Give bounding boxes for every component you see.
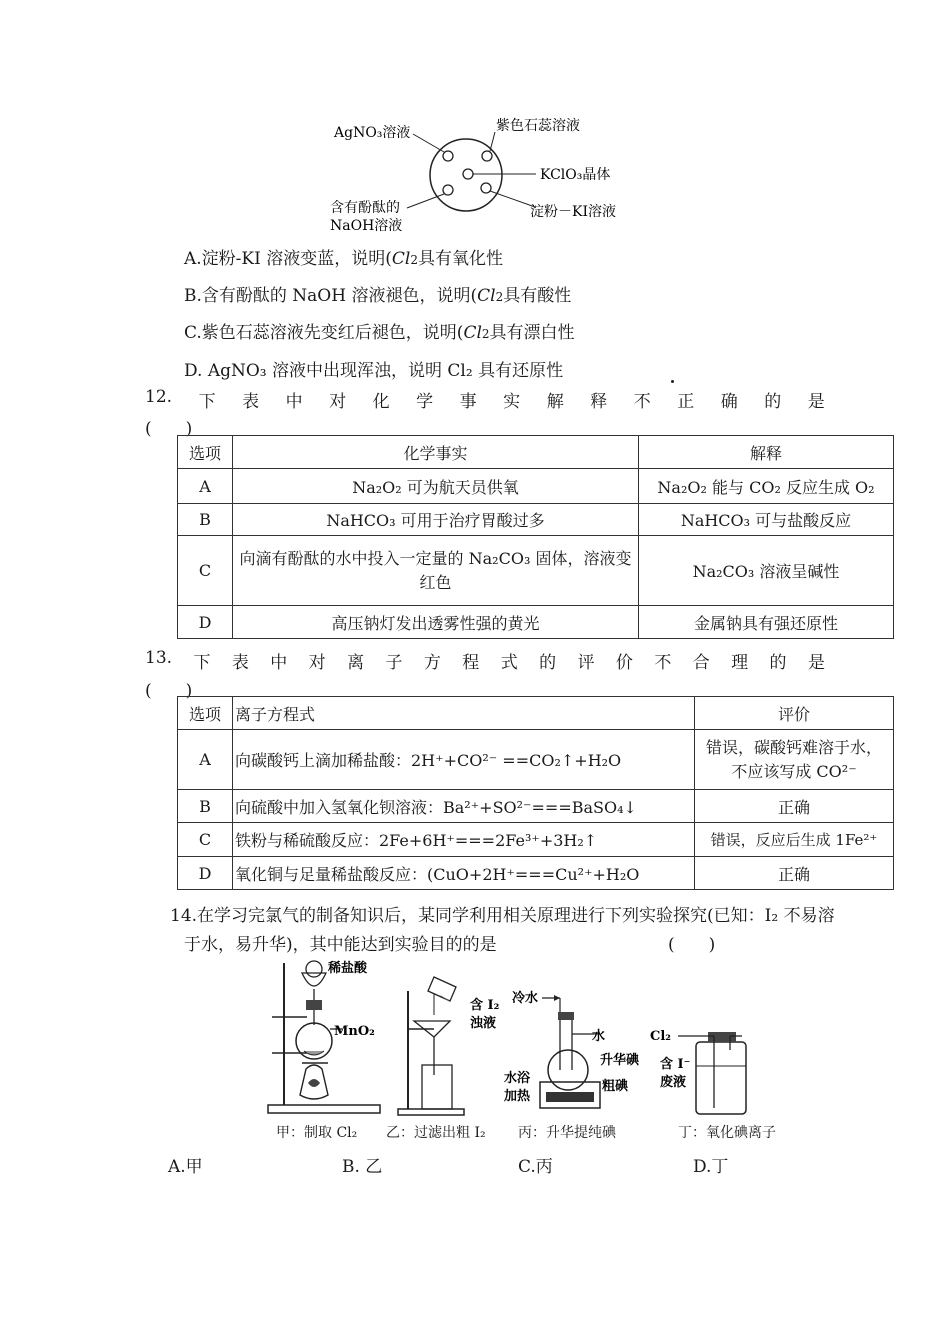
label-turbid: 浊液 <box>470 1016 497 1031</box>
q14-answer-paren: ( ) <box>668 935 716 955</box>
q13-table <box>177 696 894 890</box>
label-containing-iodide: 含 I⁻ <box>660 1057 691 1072</box>
label-dilute-hcl: 稀盐酸 <box>328 961 368 976</box>
label-cl2: Cl₂ <box>650 1029 671 1044</box>
figure-yi-caption: 乙：过滤出粗 I₂ <box>386 1125 486 1141</box>
q11-option-a: A.淀粉-KI 溶液变蓝，说明(Cl2具有氧化性 <box>184 249 503 269</box>
figure-yi-apparatus <box>394 975 514 1125</box>
table-row: B 向硫酸中加入氢氧化钡溶液：Ba²⁺+SO²⁻===BaSO₄↓ 正确 <box>178 790 894 823</box>
q14-question-line1: 14.在学习完氯气的制备知识后，某同学利用相关原理进行下列实验探究(已知：I₂ 不易溶 <box>170 906 835 926</box>
q11-diagram <box>320 112 640 242</box>
figure-bing-caption: 丙：升华提纯碘 <box>518 1125 616 1141</box>
label-ki: 淀粉－KI溶液 <box>530 204 616 220</box>
q12-number: 12. <box>145 387 173 407</box>
label-crude-iodine: 粗碘 <box>602 1079 629 1094</box>
q13-question: 13. 下 表 中 对 离 子 方 程 式 的 评 价 不 合 理 的 是 <box>145 648 825 673</box>
figure-jia-caption: 甲：制取 Cl₂ <box>276 1125 358 1141</box>
figure-bing-apparatus <box>500 978 640 1123</box>
table-row: C 铁粉与稀硫酸反应：2Fe+6H⁺===2Fe³⁺+3H₂↑ 错误，反应后生成 1Fe²⁺ <box>178 823 894 857</box>
label-agno3: AgNO₃溶液 <box>334 125 411 141</box>
table-row: C 向滴有酚酞的水中投入一定量的 Na₂CO₃ 固体，溶液变红色 Na₂CO₃ 溶液呈碱性 <box>178 536 894 606</box>
table-header-row: 选项 离子方程式 评价 <box>178 697 894 730</box>
label-litmus: 紫色石蕊溶液 <box>496 118 580 134</box>
label-waste-liquid: 废液 <box>660 1075 687 1090</box>
q11-option-c: C.紫色石蕊溶液先变红后褪色，说明(Cl2具有漂白性 <box>184 323 575 343</box>
figure-jia-apparatus <box>262 955 392 1145</box>
label-kclo3: KClO₃晶体 <box>540 167 611 183</box>
q11-option-b: B.含有酚酞的 NaOH 溶液褪色，说明(Cl2具有酸性 <box>184 286 572 306</box>
q14-option-d: D.丁 <box>693 1157 729 1177</box>
table-row: D 高压钠灯发出透雾性强的黄光 金属钠具有强还原性 <box>178 606 894 639</box>
q14-option-a: A.甲 <box>168 1157 203 1177</box>
q13-number: 13. <box>145 648 173 668</box>
label-water-bath-1: 水浴 <box>504 1071 531 1086</box>
table-header-row: 选项 化学事实 解释 <box>178 436 894 469</box>
label-containing-i2: 含 I₂ <box>470 998 500 1013</box>
label-naoh-2: NaOH溶液 <box>330 218 403 234</box>
figure-ding-apparatus <box>648 1020 768 1120</box>
q14-question-line2: 于水，易升华)，其中能达到实验目的的是 <box>184 935 497 955</box>
q12-question: 12. 下 表 中 对 化 学 事 实 解 释 不 正 确 的 是 <box>145 387 825 412</box>
q11-option-d: D. AgNO₃ 溶液中出现浑浊，说明 Cl₂ 具有还原性 <box>184 361 564 381</box>
label-water-bath-2: 加热 <box>504 1089 531 1104</box>
label-sublimed-iodine: 升华碘 <box>600 1053 640 1068</box>
table-row: A 向碳酸钙上滴加稀盐酸：2H⁺+CO²⁻ ==CO₂↑+H₂O 错误，碳酸钙难溶于水，不应该写成 CO²⁻ <box>178 730 894 790</box>
q13-answer-paren: ( ) <box>145 681 193 701</box>
emphasis-char: 正 <box>677 392 695 412</box>
q12-table <box>177 435 894 639</box>
q14-option-b: B. 乙 <box>342 1157 383 1177</box>
table-row: D 氧化铜与足量稀盐酸反应：(CuO+2H⁺===Cu²⁺+H₂O 正确 <box>178 857 894 890</box>
label-naoh-1: 含有酚酞的 <box>330 200 400 216</box>
label-water-out: 水 <box>592 1029 606 1044</box>
q14-option-c: C.丙 <box>518 1157 553 1177</box>
table-row: A Na₂O₂ 可为航天员供氧 Na₂O₂ 能与 CO₂ 反应生成 O₂ <box>178 469 894 504</box>
label-cold-water: 冷水 <box>512 991 539 1006</box>
emphasis-dot <box>671 380 674 383</box>
q12-answer-paren: ( ) <box>145 419 193 439</box>
figure-ding-caption: 丁：氧化碘离子 <box>678 1125 776 1141</box>
table-row: B NaHCO₃ 可用于治疗胃酸过多 NaHCO₃ 可与盐酸反应 <box>178 504 894 536</box>
label-mno2: MnO₂ <box>334 1024 375 1039</box>
